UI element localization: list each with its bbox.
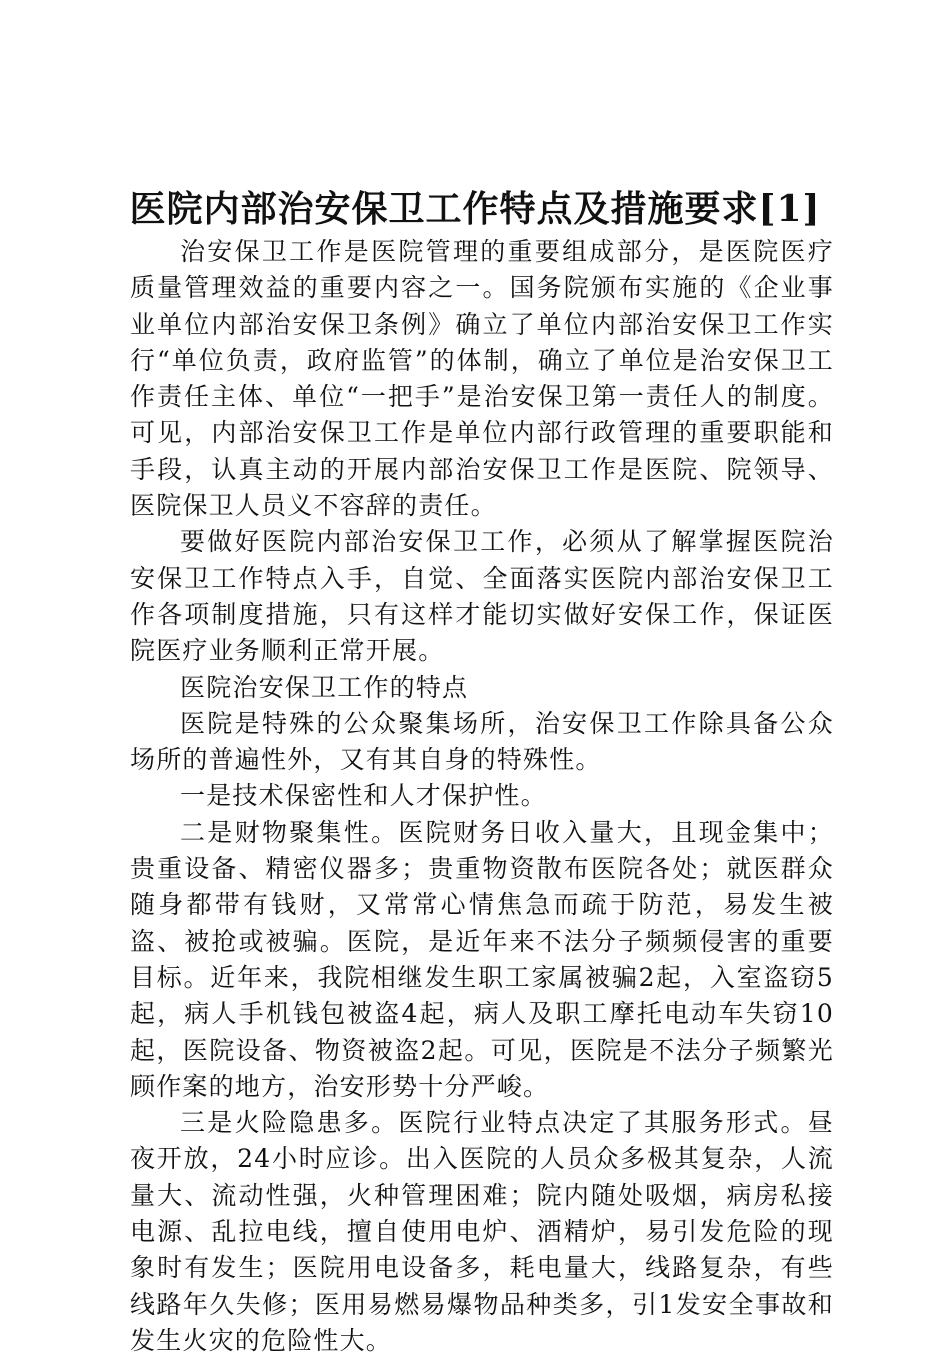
paragraph-features-intro: 医院是特殊的公众聚集场所，治安保卫工作除具备公众场所的普遍性外，又有其自身的特殊性。 — [130, 708, 834, 775]
document-body — [130, 234, 834, 1359]
section-heading-features: 医院治安保卫工作的特点 — [180, 672, 469, 702]
paragraph-feature-one: 一是技术保密性和人才保护性。 — [180, 781, 547, 811]
document-title: 医院内部治安保卫工作特点及措施要求[1] — [129, 188, 821, 230]
paragraph-approach: 要做好医院内部治安保卫工作，必须从了解掌握医院治安保卫工作特点入手，自觉、全面落实医院内部治安保卫工作各项制度措施，只有这样才能切实做好安保工作，保证医院医疗业务顺利正常开展。 — [130, 527, 834, 666]
paragraph-intro: 治安保卫工作是医院管理的重要组成部分，是医院医疗质量管理效益的重要内容之一。国务院颁布实施的《企业事业单位内部治安保卫条例》确立了单位内部治安保卫工作实行“单位负责，政府监管”的体制，确立了单位是治安保卫工作责任主体、单位“一把手”是治安保卫第一责任人的制度。可见，内部治安保卫工作是单位内部行政管理的重要职能和手段，认真主动的开展内部治安保卫工作是医院、院领导、医院保卫人员义不容辞的责任。 — [130, 237, 834, 521]
paragraph-feature-three: 三是火险隐患多。医院行业特点决定了其服务形式。昼夜开放，24小时应诊。出入医院的人员众多极其复杂，人流量大、流动性强，火种管理困难；院内随处吸烟，病房私接电源、乱拉电线，擅自使用电炉、酒精炉，易引发危险的现象时有发生；医院用电设备多，耗电量大，线路复杂，有些线路年久失修；医用易燃易爆物品种类多，引1发安全事故和发生火灾的危险性大。 — [130, 1108, 834, 1355]
paragraph-feature-two: 二是财物聚集性。医院财务日收入量大，且现金集中；贵重设备、精密仪器多；贵重物资散布医院各处；就医群众随身都带有钱财，又常常心情焦急而疏于防范，易发生被盗、被抢或被骗。医院，是近年来不法分子频频侵害的重要目标。近年来，我院相继发生职工家属被骗2起，入室盗窃5起，病人手机钱包被盗4起，病人及职工摩托电动车失窃10起，医院设备、物资被盗2起。可见，医院是不法分子频繁光顾作案的地方，治安形势十分严峻。 — [130, 817, 834, 1101]
